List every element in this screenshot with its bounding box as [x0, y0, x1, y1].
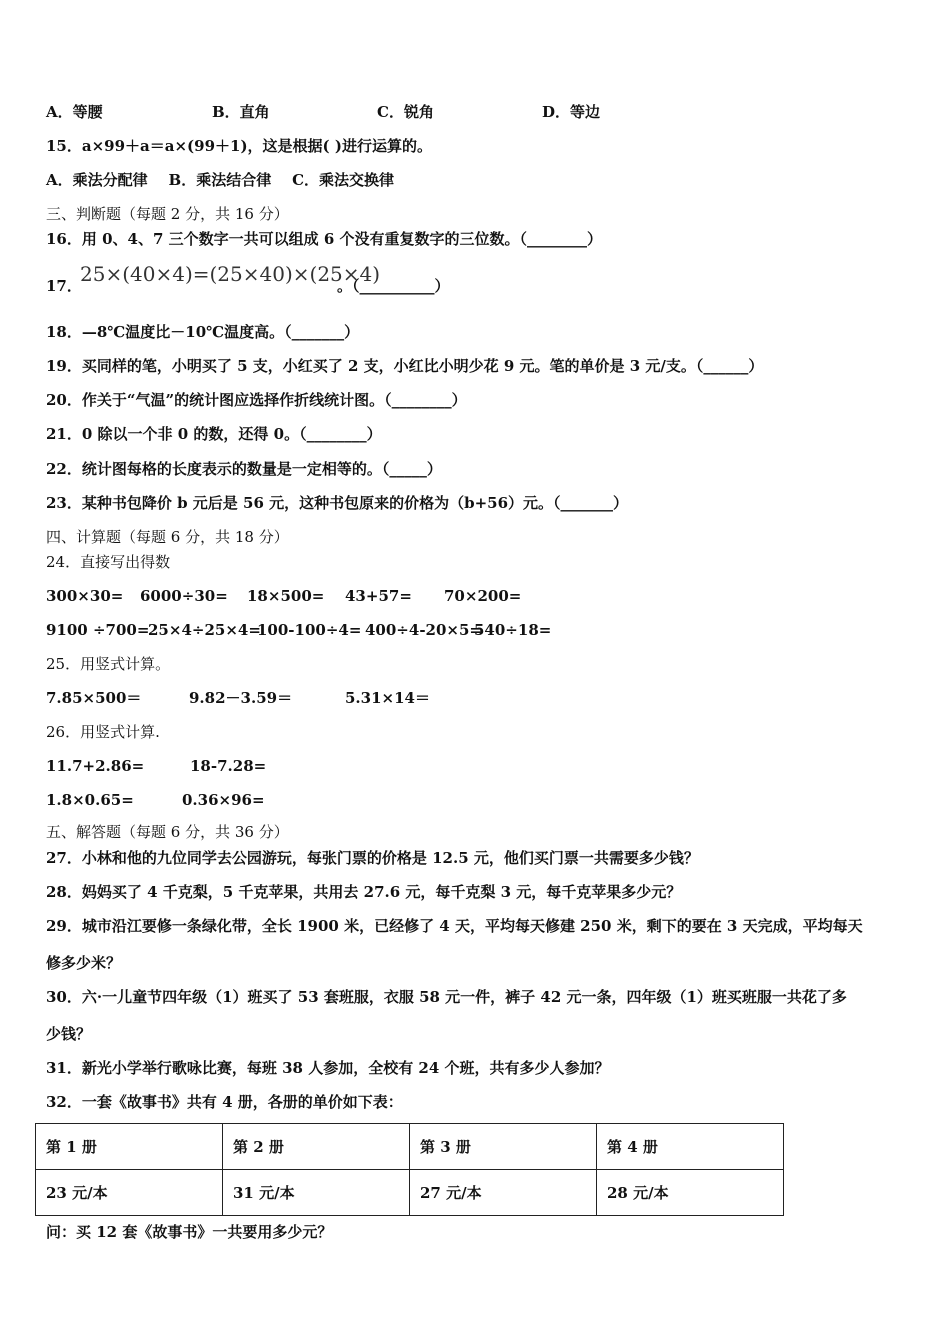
q24-item: 18×500= [247, 587, 325, 605]
table-header-cell: 第 3 册 [410, 1124, 597, 1170]
table-header-cell: 第 1 册 [36, 1124, 223, 1170]
q32-title: 32．一套《故事书》共有 4 册，各册的单价如下表： [46, 1093, 403, 1111]
q24-item: 100-100÷4= [257, 621, 362, 639]
q26-item: 0.36×96= [182, 791, 265, 809]
table-row [36, 1124, 784, 1170]
q26-title: 26．用竖式计算. [46, 723, 160, 741]
q28-text: 28．妈妈买了 4 千克梨，5 千克苹果，共用去 27.6 元，每千克梨 3 元，每千克苹果多少元？ [46, 883, 682, 901]
table-row [36, 1170, 784, 1216]
q24-item: 540÷18= [474, 621, 552, 639]
section-3-heading: 三、判断题（每题 2 分，共 16 分） [46, 205, 289, 223]
q32-question: 问：买 12 套《故事书》一共要用多少元？ [46, 1223, 333, 1241]
q14-option-a: A．等腰 [46, 103, 103, 121]
q17-formula: 25×(40×4)=(25×40)×(25×4) [80, 262, 381, 286]
q17-blank: 。（__________） [337, 277, 450, 295]
q24-title: 24．直接写出得数 [46, 553, 171, 571]
q29-text-cont: 修多少米？ [46, 954, 122, 972]
table-cell: 31 元/本 [223, 1170, 410, 1216]
q14-option-d: D．等边 [542, 103, 601, 121]
q19-text: 19．买同样的笔，小明买了 5 支，小红买了 2 支，小红比小明少花 9 元。笔的单价是 3 元/支。（______） [46, 357, 764, 375]
q24-item: 43+57= [345, 587, 412, 605]
q25-item: 9.82－3.59＝ [189, 689, 293, 707]
q26-item: 18-7.28= [190, 757, 267, 775]
table-header-cell: 第 2 册 [223, 1124, 410, 1170]
q24-item: 400÷4-20×5= [365, 621, 482, 639]
q15-options: A．乘法分配律 B．乘法结合律 C．乘法交换律 [46, 171, 395, 189]
q14-option-c: C．锐角 [377, 103, 434, 121]
section-4-heading: 四、计算题（每题 6 分，共 18 分） [46, 528, 289, 546]
q29-text: 29．城市沿江要修一条绿化带，全长 1900 米，已经修了 4 天，平均每天修建 250 米，剩下的要在 3 天完成，平均每天 [46, 917, 863, 935]
q26-item: 11.7+2.86= [46, 757, 145, 775]
q24-item: 70×200= [444, 587, 522, 605]
q17-number: 17． [46, 277, 82, 295]
q18-text: 18．—8℃温度比－10℃温度高。（_______） [46, 323, 360, 341]
q14-option-b: B．直角 [212, 103, 270, 121]
table-cell: 28 元/本 [597, 1170, 784, 1216]
q16-text: 16．用 0、4、7 三个数字一共可以组成 6 个没有重复数字的三位数。（________） [46, 230, 603, 248]
q25-item: 5.31×14＝ [345, 689, 430, 707]
table-header-cell: 第 4 册 [597, 1124, 784, 1170]
price-table [35, 1123, 784, 1216]
q25-title: 25．用竖式计算。 [46, 655, 171, 673]
q21-text: 21．0 除以一个非 0 的数，还得 0。（________） [46, 425, 382, 443]
q27-text: 27．小林和他的九位同学去公园游玩，每张门票的价格是 12.5 元，他们买门票一共需要多少钱？ [46, 849, 699, 867]
q30-text: 30．六·一儿童节四年级（1）班买了 53 套班服，衣服 58 元一件，裤子 42 元一条，四年级（1）班买班服一共花了多 [46, 988, 847, 1006]
q22-text: 22．统计图每格的长度表示的数量是一定相等的。（_____） [46, 460, 442, 478]
q24-item: 9100 ÷700= [46, 621, 150, 639]
table-cell: 23 元/本 [36, 1170, 223, 1216]
q26-item: 1.8×0.65= [46, 791, 134, 809]
q30-text-cont: 少钱？ [46, 1025, 92, 1043]
q15-text: 15．a×99＋a＝a×(99＋1)，这是根据( )进行运算的。 [46, 137, 432, 155]
q31-text: 31．新光小学举行歌咏比赛，每班 38 人参加，全校有 24 个班，共有多少人参加？ [46, 1059, 610, 1077]
q25-item: 7.85×500＝ [46, 689, 142, 707]
q20-text: 20．作关于“气温”的统计图应选择作折线统计图。（________） [46, 391, 467, 409]
q24-item: 300×30= [46, 587, 124, 605]
q24-item: 25×4÷25×4= [148, 621, 261, 639]
section-5-heading: 五、解答题（每题 6 分，共 36 分） [46, 823, 289, 841]
q23-text: 23．某种书包降价 b 元后是 56 元，这种书包原来的价格为（b+56）元。（_______） [46, 494, 629, 512]
table-cell: 27 元/本 [410, 1170, 597, 1216]
q24-item: 6000÷30= [140, 587, 228, 605]
